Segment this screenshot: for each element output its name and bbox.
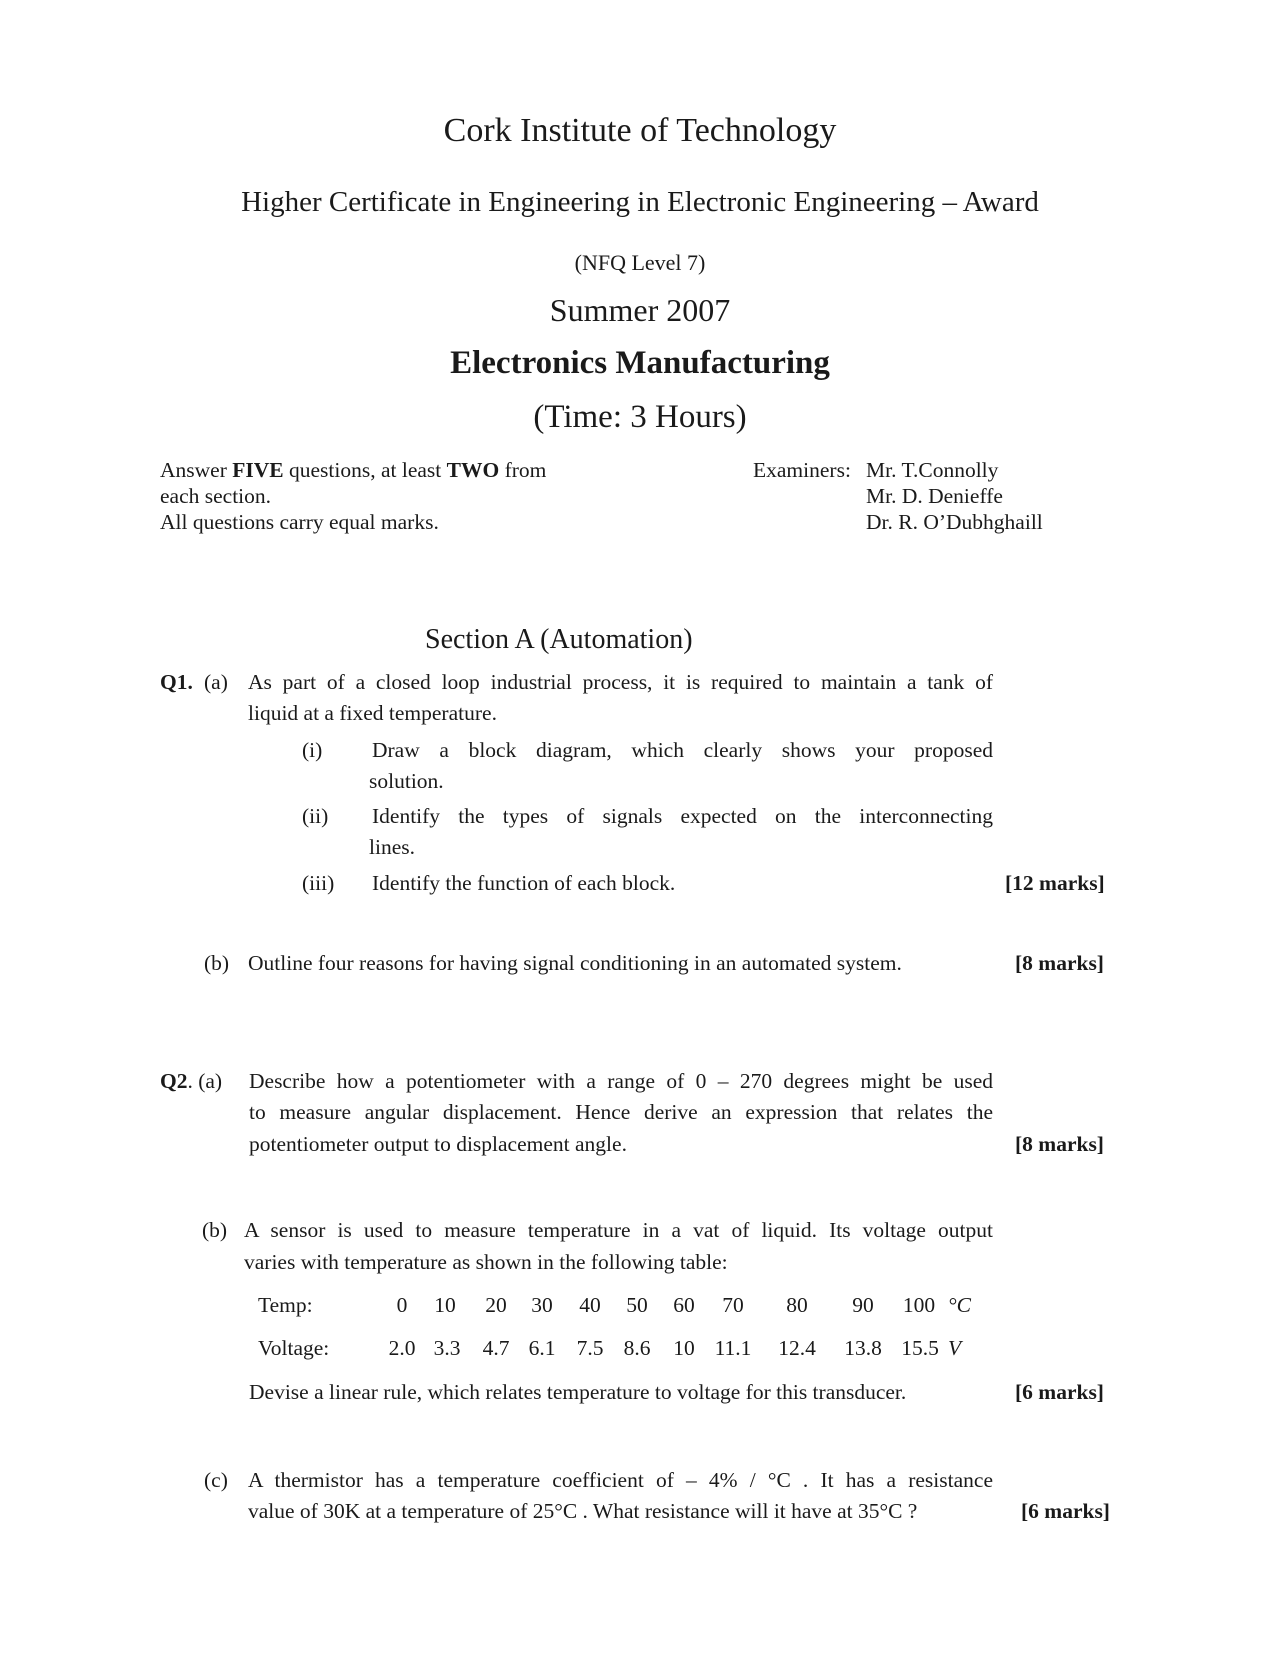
instruction-bold-five: FIVE [232,458,284,482]
subject-title: Electronics Manufacturing [450,345,830,381]
voltage-unit: V [948,1336,962,1360]
part-label: (c) [204,1468,228,1492]
subpart-label: (ii) [302,804,329,828]
voltage-cell: 4.7 [482,1336,510,1360]
marks-label: [8 marks] [1015,951,1104,975]
marks-label: [12 marks] [1005,871,1105,895]
instruction-line-1 [160,458,546,483]
question-text: Outline four reasons for having signal conditioning in an automated system. [248,951,902,975]
temp-cell: 0 [396,1293,408,1317]
instruction-bold-two: TWO [446,458,500,482]
marks-label: [8 marks] [1015,1132,1104,1156]
examiner-name: Dr. R. O’Dubhghaill [866,510,1043,534]
voltage-cell: 7.5 [576,1336,604,1360]
question-text: value of 30K at a temperature of 25°C . What resistance will it have at 35°C ? [248,1499,918,1523]
section-a-title: Section A (Automation) [425,624,693,655]
voltage-cell: 3.3 [433,1336,461,1360]
temp-cell: 40 [579,1293,601,1317]
subpart-text: lines. [369,835,415,859]
part-label: (b) [204,951,230,975]
temp-cell: 80 [786,1293,808,1317]
question-number: Q1. [160,670,193,694]
instruction-line-3: All questions carry equal marks. [160,510,439,534]
question-text: Describe how a potentiometer with a range of 0 – 270 degrees might be used [249,1069,993,1093]
part-label: (a) [204,670,228,694]
subpart-text: Identify the function of each block. [372,871,676,895]
question-text: potentiometer output to displacement angle. [249,1132,627,1156]
question-text: to measure angular displacement. Hence derive an expression that relates the [249,1100,993,1124]
part-label: (b) [202,1218,228,1242]
marks-label: [6 marks] [1021,1499,1110,1523]
subpart-text: Identify the types of signals expected on the interconnecting [372,804,993,828]
temp-cell: 30 [531,1293,553,1317]
temp-cell: 50 [626,1293,648,1317]
exam-duration: (Time: 3 Hours) [533,399,747,435]
marks-label: [6 marks] [1015,1380,1104,1404]
instruction-text: from [499,458,547,482]
temp-cell: 20 [485,1293,507,1317]
voltage-cell: 12.4 [778,1336,816,1360]
temp-unit: °C [948,1293,971,1317]
part-label: . (a) [187,1069,223,1093]
voltage-cell: 11.1 [714,1336,752,1360]
voltage-cell: 2.0 [388,1336,416,1360]
voltage-cell: 10 [673,1336,695,1360]
question-text: Devise a linear rule, which relates temperature to voltage for this transducer. [249,1380,907,1404]
voltage-cell: 15.5 [901,1336,939,1360]
examiner-name: Mr. T.Connolly [866,458,999,482]
examiners-label: Examiners: [753,458,851,482]
voltage-cell: 13.8 [844,1336,882,1360]
subpart-text: Draw a block diagram, which clearly shows your proposed [372,738,993,762]
subpart-label: (iii) [302,871,335,895]
programme-title: Higher Certificate in Engineering in Electronic Engineering – Award [241,186,1039,218]
instruction-line-2: each section. [160,484,272,508]
nfq-level: (NFQ Level 7) [574,250,706,275]
question-text: A sensor is used to measure temperature in a vat of liquid. Its voltage output [244,1218,993,1242]
question-number: Q2 [160,1069,188,1093]
voltage-row-label: Voltage: [258,1336,330,1360]
instruction-text: Answer [160,458,233,482]
voltage-cell: 6.1 [528,1336,556,1360]
question-text: liquid at a fixed temperature. [248,701,497,725]
institution-name: Cork Institute of Technology [443,112,837,149]
exam-session: Summer 2007 [549,292,731,328]
question-text: As part of a closed loop industrial process, it is required to maintain a tank of [248,670,993,694]
voltage-cell: 8.6 [623,1336,651,1360]
subpart-label: (i) [302,738,323,762]
temp-cell: 60 [673,1293,695,1317]
temp-row-label: Temp: [258,1293,313,1317]
temp-cell: 100 [902,1293,936,1317]
temp-cell: 70 [722,1293,744,1317]
temp-cell: 10 [434,1293,456,1317]
temp-cell: 90 [852,1293,874,1317]
question-text: A thermistor has a temperature coefficient of – 4% / °C . It has a resistance [248,1468,993,1492]
instruction-text: questions, at least [283,458,447,482]
subpart-text: solution. [369,769,444,793]
question-number-line [160,1069,222,1094]
examiner-name: Mr. D. Denieffe [866,484,1003,508]
question-text: varies with temperature as shown in the following table: [244,1250,728,1274]
